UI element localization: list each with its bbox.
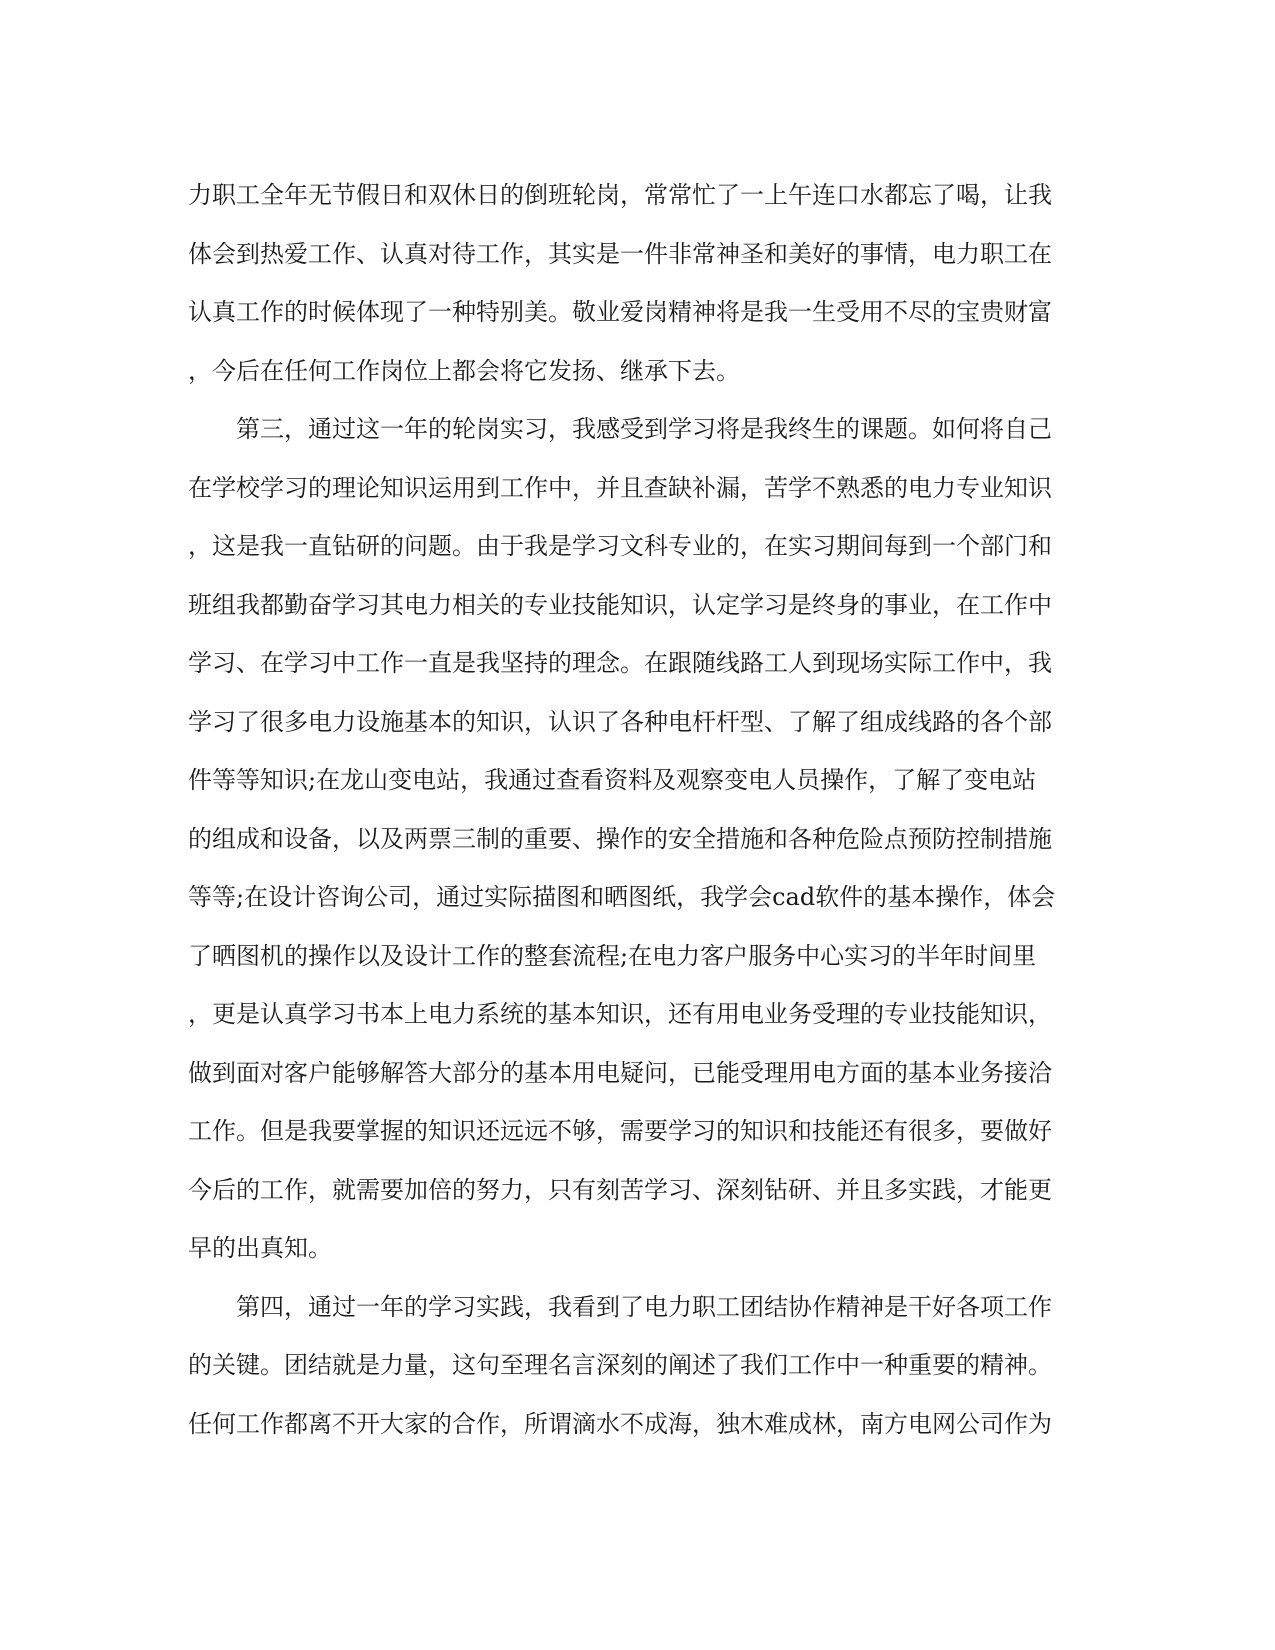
text-line: 认真工作的时候体现了一种特别美。敬业爱岗精神将是我一生受用不尽的宝贵财富 bbox=[188, 298, 1052, 326]
text-line: 件等等知识;在龙山变电站，我通过查看资料及观察变电人员操作，了解了变电站 bbox=[188, 766, 1037, 794]
text-line: 今后的工作，就需要加倍的努力，只有刻苦学习、深刻钻研、并且多实践，才能更 bbox=[188, 1175, 1052, 1204]
text-line: 做到面对客户能够解答大部分的基本用电疑问，已能受理用电方面的基本业务接洽 bbox=[188, 1058, 1052, 1087]
text-line: 的关键。团结就是力量，这句至理名言深刻的阐述了我们工作中一种重要的精神。 bbox=[188, 1351, 1052, 1379]
body-text bbox=[188, 166, 1088, 1453]
text-line: 在学校学习的理论知识运用到工作中，并且查缺补漏，苦学不熟悉的电力专业知识 bbox=[188, 473, 1052, 502]
text-line: 等等;在设计咨询公司，通过实际描图和晒图纸，我学会cad软件的基本操作，体会 bbox=[188, 883, 1056, 911]
text-line: 任何工作都离不开大家的合作，所谓滴水不成海，独木难成林，南方电网公司作为 bbox=[188, 1409, 1052, 1438]
paragraph-first-line: 第三，通过这一年的轮岗实习，我感受到学习将是我终生的课题。如何将自己 bbox=[236, 415, 1052, 443]
paragraph-first-line: 第四，通过一年的学习实践，我看到了电力职工团结协作精神是干好各项工作 bbox=[236, 1292, 1052, 1321]
text-line: 学习了很多电力设施基本的知识，认识了各种电杆杆型、了解了组成线路的各个部 bbox=[188, 707, 1052, 736]
text-line: 的组成和设备，以及两票三制的重要、操作的安全措施和各种危险点预防控制措施 bbox=[188, 824, 1052, 853]
text-line: 了晒图机的操作以及设计工作的整套流程;在电力客户服务中心实习的半年时间里 bbox=[188, 941, 1037, 970]
text-line: 学习、在学习中工作一直是我坚持的理念。在跟随线路工人到现场实际工作中，我 bbox=[188, 649, 1052, 677]
text-line: ，这是我一直钻研的问题。由于我是学习文科专业的，在实习期间每到一个部门和 bbox=[188, 532, 1052, 560]
text-line: 早的出真知。 bbox=[188, 1234, 332, 1262]
text-line: 班组我都勤奋学习其电力相关的专业技能知识，认定学习是终身的事业，在工作中 bbox=[188, 590, 1052, 619]
text-line: 工作。但是我要掌握的知识还远远不够，需要学习的知识和技能还有很多，要做好 bbox=[188, 1117, 1052, 1145]
text-line: 体会到热爱工作、认真对待工作，其实是一件非常神圣和美好的事情，电力职工在 bbox=[188, 239, 1052, 268]
text-line: ，更是认真学习书本上电力系统的基本知识，还有用电业务受理的专业技能知识， bbox=[188, 1000, 1052, 1028]
text-line: 力职工全年无节假日和双休日的倒班轮岗，常常忙了一上午连口水都忘了喝，让我 bbox=[188, 181, 1052, 209]
text-line: ，今后在任何工作岗位上都会将它发扬、继承下去。 bbox=[188, 356, 740, 385]
